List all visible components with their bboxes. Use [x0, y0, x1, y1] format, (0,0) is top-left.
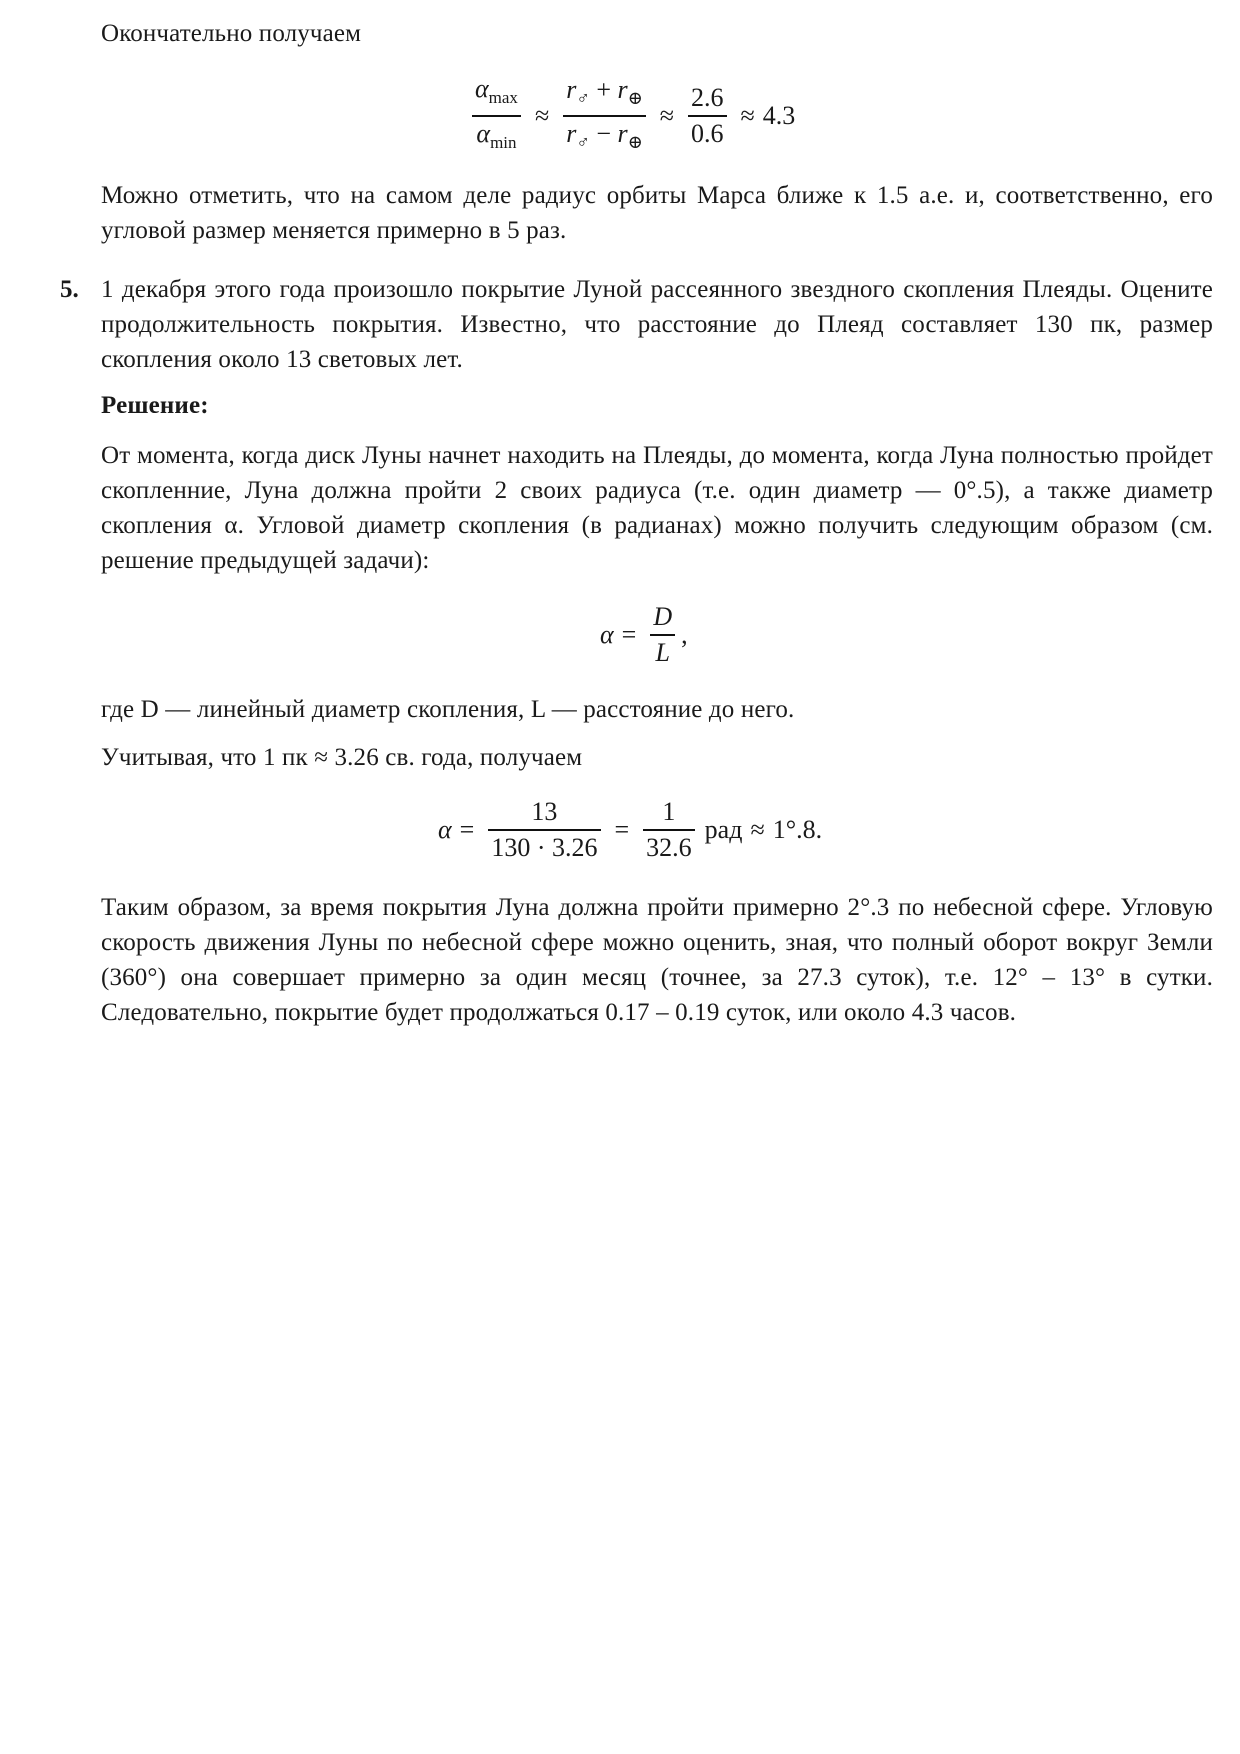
subscript-max: max [488, 88, 518, 107]
alpha-var: α [475, 74, 489, 103]
earth-symbol-icon: ⊕ [627, 88, 643, 108]
fraction-values: $\frac{2.6}{0.6}$ [688, 81, 727, 151]
alpha-result: 1°.8. [772, 815, 823, 844]
approx-sign: ≈ [534, 101, 550, 130]
fraction-radii: $\frac{r_♂ + r_\oplus}{r_♂ - r_\oplus}$ [563, 73, 646, 159]
formula-alpha-definition: α = $\frac{D}{L}$ , [600, 600, 688, 670]
earth-symbol-icon: ⊕ [627, 132, 643, 152]
mars-symbol-icon: ♂ [576, 88, 590, 108]
alpha-var: α [476, 119, 491, 148]
approx-sign: ≈ [659, 101, 675, 130]
solution-heading: Решение: [101, 392, 209, 419]
conversion-text: Учитывая, что 1 пк ≈ 3.26 св. года, получаем [101, 744, 583, 771]
conclusion-paragraph: Таким образом, за время покрытия Луна должна пройти примерно 2°.3 по небесной сфере. Угловую скорость движения Луны по небесной сфере можно оценить, зная, что полный оборот вокруг Земли (360°) она совершает примерно за один месяц (точнее, за 27.3 суток), т.е. 12° – 13° в сутки. Следовательно, покрытие будет продолжаться 0.17 – 0.19 суток, или около 4.3 часов. [101, 894, 1213, 1026]
intro-text: Окончательно получаем [101, 20, 362, 47]
fraction-13-over-product: $\frac{13}{130 \cdot 3.26}$ [488, 795, 600, 865]
subscript-min: min [490, 133, 517, 152]
problem-number: 5. [60, 276, 79, 303]
alpha-var: α [600, 620, 614, 649]
problem-statement: 1 декабря этого года произошло покрытие Луной рассеянного звездного скопления Плеяды. Оцените продолжительность покрытия. Известно, что расстояние до Плеяд составляет 130 пк, размер скопления около 13 световых лет. [101, 276, 1213, 373]
alpha-var: α [438, 815, 452, 844]
formula-ratio [466, 72, 795, 160]
ratio-result: 4.3 [762, 101, 796, 130]
solution-paragraph-1: От момента, когда диск Луны начнет находить на Плеяды, до момента, когда Луна полностью пройдет скопленние, Луна должна пройти 2 своих радиуса (т.е. один диаметр — 0°.5), а также диаметр скопления α. Угловой диаметр скопления (в радианах) можно получить следующим образом (см. решение предыдущей задачи): [101, 442, 1213, 574]
fraction-d-over-l: $\frac{D}{L}$ [650, 600, 675, 670]
fraction-alpha-ratio [472, 72, 521, 160]
approx-sign: ≈ [740, 101, 755, 130]
where-explanation: где D — линейный диаметр скопления, L — расстояние до него. [101, 696, 795, 723]
unit-radian: рад [704, 815, 743, 844]
mars-symbol-icon: ♂ [576, 132, 590, 152]
fraction-1-over-32-6: $\frac{1}{32.6}$ [643, 795, 695, 865]
formula-alpha-value: α = $\frac{13}{130 \cdot 3.26}$ = $\frac{1}{32.6}$ рад ≈ 1°.8. [438, 795, 822, 865]
mars-note: Можно отметить, что на самом деле радиус орбиты Марса ближе к 1.5 а.е. и, соответственно, его угловой размер меняется примерно в 5 раз. [101, 182, 1213, 244]
